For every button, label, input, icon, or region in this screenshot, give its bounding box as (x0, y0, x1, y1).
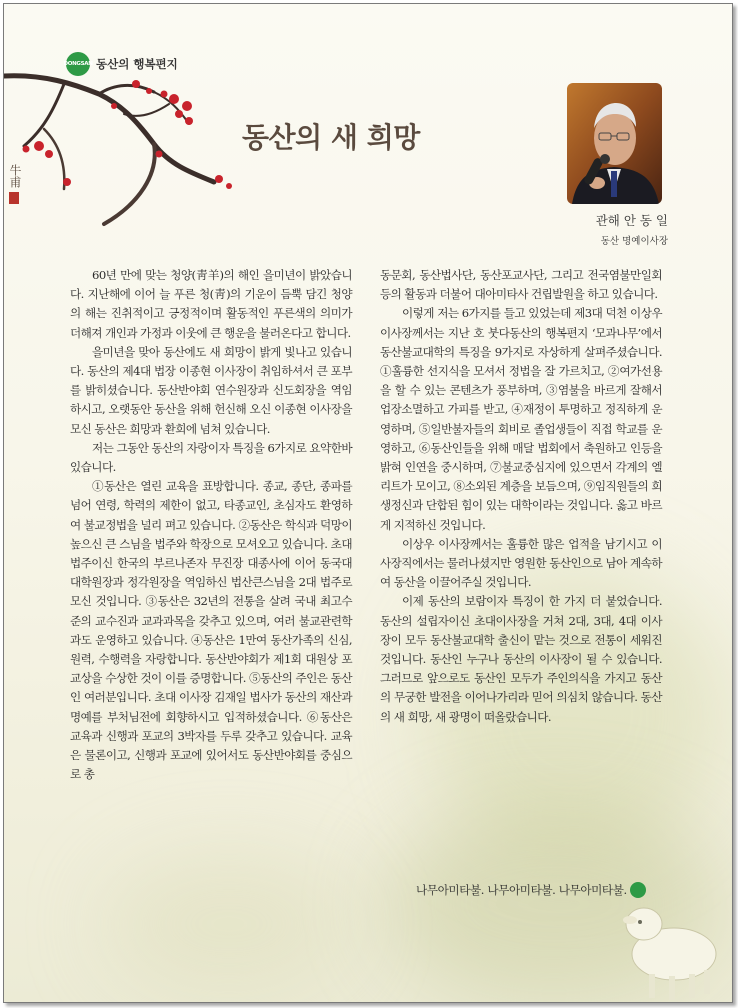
signoff-text: 나무아미타불. 나무아미타불. 나무아미타불. (416, 883, 627, 897)
article-right-column (380, 266, 662, 727)
signoff (416, 882, 646, 898)
seal-text: 牛甫 (8, 164, 22, 188)
background-wash (104, 854, 354, 994)
page (3, 3, 733, 1003)
plum-blossom-illustration (4, 54, 254, 244)
paragraph: 이상우 이사장께서는 훌륭한 많은 업적을 남기시고 이사장직에서는 물러나셨지만 영원한 동산인으로 남아 계속하여 동산을 이끌어주실 것입니다. (380, 536, 662, 590)
paragraph: 이렇게 저는 6가지를 들고 있었는데 제3대 덕천 이상우 이사장께서는 지난 호 붓다동산의 행복편지 ‘모과나무’에서 동산불교대학의 특징을 9가지로 자상하게 살펴주셨습니다. ①훌륭한 선지식을 모셔서 정법을 잘 가르치고, ②여가선용을 할 수 있는 콘텐츠가 풍부하며, ③염불을 바르게 잘해서 업장소멸하고 가피를 받고, ④재정이 투명하고 정직하게 운영하며, ⑤일반불자들의 회비로 졸업생들이 직접 학교를 운영하고, ⑥동산인들을 위해 매달 법회에서 축원하고 인등을 밝혀 인연을 중시하며, ⑦불교중심지에 있으면서 각계의 엘리트가 모이고, ⑧소외된 계층을 보듬으며, ⑨임직원들의 희생정신과 단합된 힘이 있는 대학이라는 것입니다. 옳고 바르게 지적하신 것입니다. (380, 306, 662, 532)
paragraph: 이제 동산의 보람이자 특징이 한 가지 더 붙었습니다. 동산의 설립자이신 초대이사장을 거쳐 2대, 3대, 4대 이사장이 모두 동산불교대학 출신이 맡는 것으로 전통이 세워진 것입니다. 동산인 누구나 동산의 이사장이 될 수 있습니다. 그러므로 앞으로도 동산인 모두가 주인의식을 가지고 동산의 무궁한 발전을 이어나가리라 믿어 의심치 않습니다. 동산의 새 희망, 새 광명이 떠올랐습니다. (380, 594, 662, 724)
red-seal-stamp (9, 192, 19, 204)
article-left-column (70, 266, 352, 784)
page-title: 동산의 새 희망 (242, 121, 420, 154)
paragraph: 60년 만에 맞는 청양(靑羊)의 해인 을미년이 밝았습니다. 지난해에 이어 늘 푸른 청(靑)의 기운이 듬뿍 담긴 청양의 해는 진취적이고 긍정적이며 활동적인 푸른색의 의미가 더해져 개인과 가정과 이웃에 큰 행운을 불러온다고 합니다. (70, 268, 352, 340)
paragraph: 저는 그동안 동산의 자랑이자 특징을 6가지로 요약한바 있습니다. (70, 440, 352, 475)
calligraphy-seal (7, 164, 24, 204)
lamb-illustration (604, 894, 732, 1002)
header (63, 52, 178, 76)
author-photo (567, 83, 662, 204)
paragraph: 동문회, 동산법사단, 동산포교사단, 그리고 전국염불만일회 등의 활동과 더불어 대아미타사 건립발원을 하고 있습니다. (380, 268, 662, 302)
header-title: 동산의 행복편지 (96, 57, 178, 71)
author-name: 관해 안 동 일 (595, 213, 668, 228)
paragraph: 을미년을 맞아 동산에도 새 희망이 밝게 빛나고 있습니다. 동산의 제4대 법장 이종현 이사장이 취임하셔서 큰 포부를 밝히셨습니다. 동산반야회 연수원장과 신도회장을 역임하시고, 오랫동안 동산을 위해 헌신해 오신 이종현 이사장을 모신 동산은 희망과 환희에 넘쳐 있습니다. (70, 344, 352, 436)
author-role: 동산 명예이사장 (600, 236, 668, 247)
dongsan-logo: DONGSAN (66, 52, 90, 76)
dongsan-small-logo (630, 882, 646, 898)
paragraph: ①동산은 열린 교육을 표방합니다. 종교, 종단, 종파를 넘어 연령, 학력의 제한이 없고, 타종교인, 초심자도 환영하여 불교정법을 널리 펴고 있습니다. ②동산은 학식과 덕망이 높으신 큰 스님을 법주와 학장으로 모셔오고 있습니다. 초대 법주이신 한국의 부르나존자 무진장 대종사에 이어 동국대 대학원장과 정각원장을 역임하신 법산큰스님을 2대 법주로 모신 것입니다. ③동산은 32년의 전통을 살려 국내 최고수준의 교수진과 교과과목을 갖추고 있으며, 여러 불교관련학과도 운영하고 있습니다. ④동산은 1만여 동산가족의 신심, 원력, 수행력을 자랑합니다. 동산반야회가 제1회 대원상 포교상을 수상한 것이 이를 증명합니다. ⑤동산의 주인은 동산인 여러분입니다. 초대 이사장 김재일 법사가 동산의 재산과 명예를 부처님전에 회향하시고 입적하셨습니다. ⑥동산은 교육과 신행과 포교의 3박자를 두루 갖추고 있습니다. 교육은 물론이고, 신행과 포교에 있어서도 동산반야회를 중심으로 총 (70, 479, 352, 782)
